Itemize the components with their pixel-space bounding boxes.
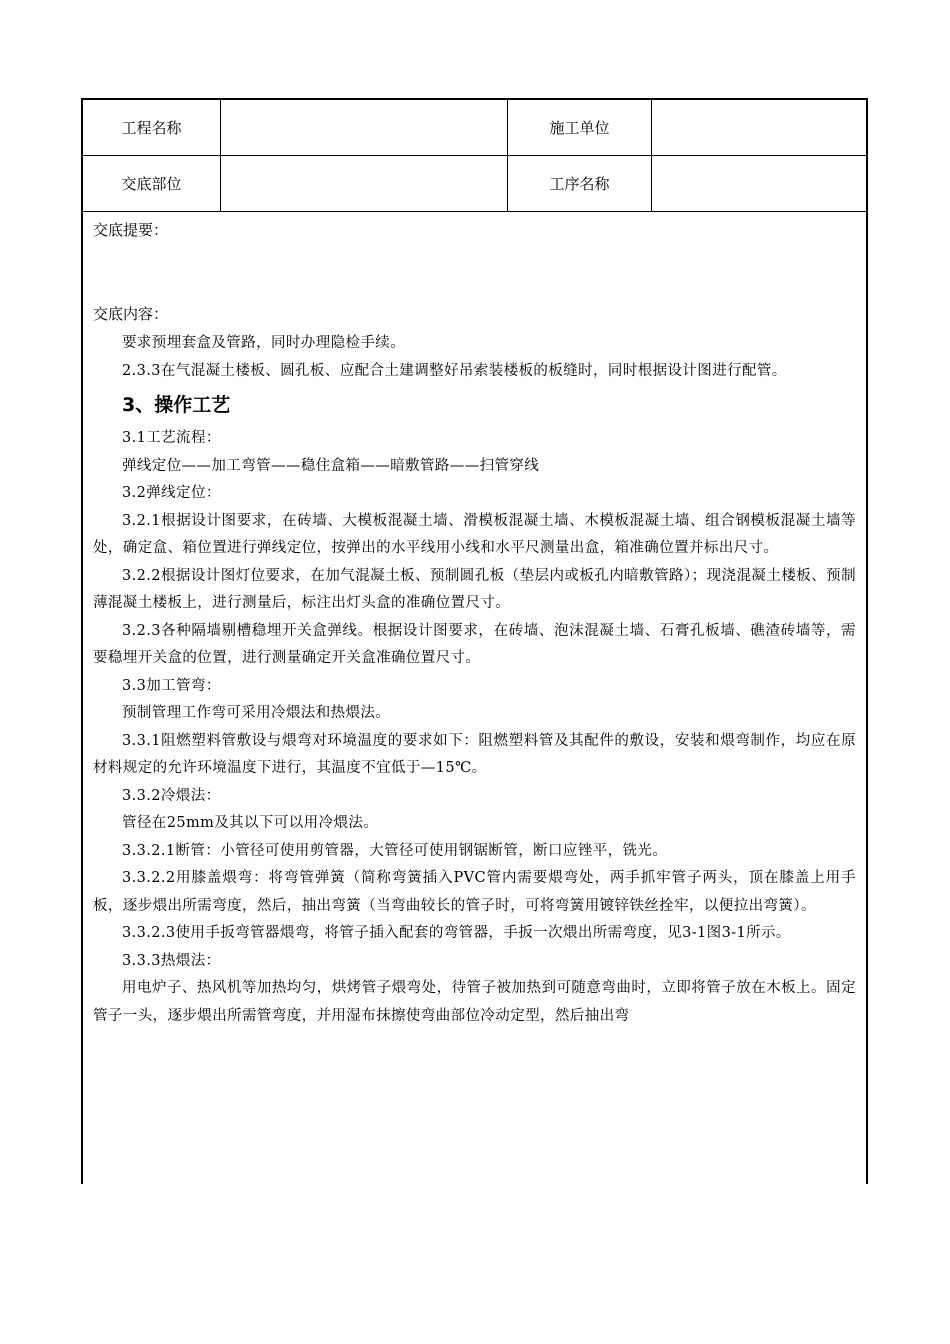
- paragraph: 3.3.2.2用膝盖煨弯：将弯管弹簧（简称弯簧插入PVC管内需要煨弯处，两手抓牢管子两头，顶在膝盖上用手板，逐步煨出所需弯度，然后，抽出弯簧（当弯曲较长的管子时，可将弯簧用镀锌铁丝拴牢，以便拉出弯簧）。: [93, 870, 856, 914]
- paragraph: 3.2.1根据设计图要求，在砖墙、大模板混凝土墙、滑模板混凝土墙、木模板混凝土墙、组合钢模板混凝土墙等处，确定盒、箱位置进行弹线定位，按弹出的水平线用小线和水平尺测量出盒，箱准确位置并标出尺寸。: [93, 512, 856, 556]
- construction-unit-label: 施工单位: [508, 100, 652, 155]
- paragraph: 3.2弹线定位：: [122, 485, 221, 501]
- disclosure-body: [83, 212, 866, 1030]
- paragraph: 3.2.3各种隔墙剔槽稳埋开关盒弹线。根据设计图要求，在砖墙、泡沫混凝土墙、石膏孔板墙、礁渣砖墙等，需要稳埋开关盒的位置，进行测量确定开关盒准确位置尺寸。: [93, 622, 856, 666]
- paragraph: 3.3.2.3使用手扳弯管器煨弯，将管子插入配套的弯管器，手扳一次煨出所需弯度，见3-1图3-1所示。: [122, 925, 791, 941]
- section-heading: 3、操作工艺: [122, 394, 231, 416]
- construction-unit-value[interactable]: [652, 100, 868, 155]
- paragraph: 3.3加工管弯：: [122, 677, 221, 694]
- process-name-value[interactable]: [652, 156, 868, 211]
- paragraph: 要求预埋套盒及管路，同时办理隐检手续。: [122, 335, 406, 351]
- paragraph: 2.3.3在气混凝土楼板、圆孔板、应配合土建调整好吊索装楼板的板缝时，同时根据设计图进行配管。: [122, 362, 787, 379]
- paragraph: 3.3.2冷煨法：: [122, 787, 221, 804]
- paragraph: 预制管理工作弯可采用冷煨法和热煨法。: [122, 705, 391, 721]
- paragraph: 管径在25mm及其以下可以用冷煨法。: [122, 815, 379, 831]
- project-name-label: 工程名称: [83, 100, 221, 155]
- summary-label: 交底提要：: [93, 221, 169, 239]
- paragraph: 用电炉子、热风机等加热均匀，烘烤管子煨弯处，待管子被加热到可随意弯曲时，立即将管子放在木板上。固定管子一头，逐步煨出所需管弯度，并用湿布抹擦使弯曲部位冷动定型，然后抽出弯: [93, 980, 856, 1024]
- paragraph: 弹线定位——加工弯管——稳住盒箱——暗敷管路——扫管穿线: [122, 457, 540, 474]
- disclosure-part-label: 交底部位: [83, 156, 221, 211]
- header-row-1: [83, 100, 866, 156]
- project-name-value[interactable]: [221, 100, 508, 155]
- content-label: 交底内容：: [93, 305, 169, 323]
- disclosure-part-value[interactable]: [221, 156, 508, 211]
- paragraph: 3.2.2根据设计图灯位要求，在加气混凝土板、预制圆孔板（垫层内或板孔内暗敷管路）；现浇混凝土楼板、预制薄混凝土楼板上，进行测量后，标注出灯头盒的准确位置尺寸。: [93, 567, 856, 611]
- header-row-2: [83, 156, 866, 212]
- paragraph: 3.3.1阻燃塑料管敷设与煨弯对环境温度的要求如下：阻燃塑料管及其配件的敷设，安装和煨弯制作，均应在原材料规定的允许环境温度下进行，其温度不宜低于—15℃。: [93, 732, 856, 776]
- disclosure-form: [81, 98, 868, 1184]
- paragraph: 3.3.3热煨法：: [122, 952, 221, 969]
- process-name-label: 工序名称: [508, 156, 652, 211]
- paragraph: 3.1工艺流程：: [122, 430, 221, 446]
- paragraph: 3.3.2.1断管：小管径可使用剪管器，大管径可使用钢锯断管，断口应锉平，铣光。: [122, 842, 668, 859]
